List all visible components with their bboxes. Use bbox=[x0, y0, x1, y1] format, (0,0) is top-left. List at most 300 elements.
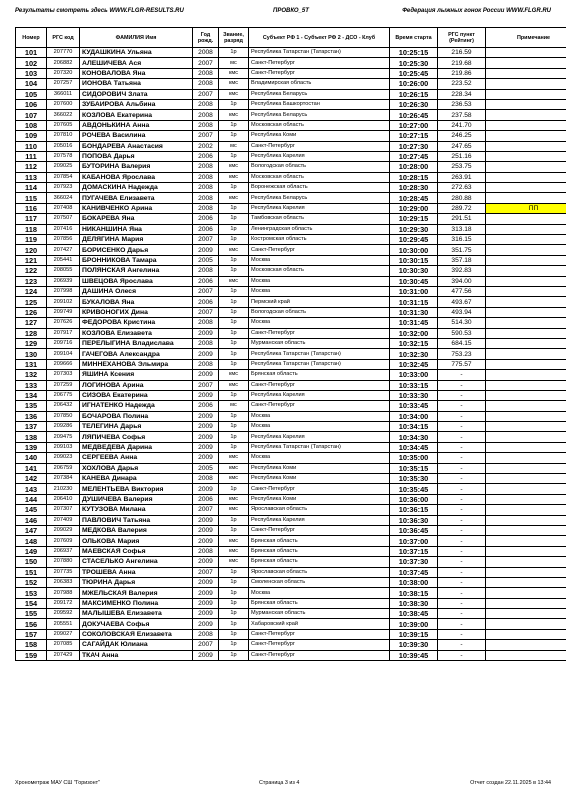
cell-name: БОРИСЕНКО Дарья bbox=[80, 245, 193, 255]
cell-year: 2009 bbox=[193, 453, 219, 463]
cell-year: 2007 bbox=[193, 380, 219, 390]
cell-rank: кмс bbox=[219, 380, 249, 390]
cell-name: КРИВОНОГИХ Дина bbox=[80, 307, 193, 317]
cell-year: 2007 bbox=[193, 505, 219, 515]
cell-note bbox=[486, 183, 566, 193]
cell-name: МАЕВСКАЯ Софья bbox=[80, 546, 193, 556]
cell-number: 115 bbox=[16, 193, 47, 203]
cell-code: 209592 bbox=[47, 609, 80, 619]
cell-rank: 1р bbox=[219, 48, 249, 58]
table-row bbox=[16, 442, 566, 452]
cell-name: СИЗОВА Екатерина bbox=[80, 390, 193, 400]
cell-name: ПОПОВА Дарья bbox=[80, 151, 193, 161]
table-row bbox=[16, 328, 566, 338]
cell-name: МАЛЫШЕВА Елизавета bbox=[80, 609, 193, 619]
cell-name: СИДОРОВИЧ Злата bbox=[80, 89, 193, 99]
cell-code: 366024 bbox=[47, 193, 80, 203]
cell-code: 207923 bbox=[47, 183, 80, 193]
cell-year: 2006 bbox=[193, 494, 219, 504]
cell-rank: 1р bbox=[219, 598, 249, 608]
cell-rating: - bbox=[438, 536, 486, 546]
cell-number: 149 bbox=[16, 546, 47, 556]
cell-number: 124 bbox=[16, 286, 47, 296]
cell-region: Республика Татарстан (Татарстан) bbox=[249, 442, 390, 452]
cell-note bbox=[486, 99, 566, 109]
cell-code: 207303 bbox=[47, 370, 80, 380]
cell-rating: - bbox=[438, 629, 486, 639]
cell-region: Московская область bbox=[249, 120, 390, 130]
page-indicator: Страница 3 из 4 bbox=[259, 780, 300, 786]
cell-note bbox=[486, 110, 566, 120]
cell-name: ИГНАТЕНКО Надежда bbox=[80, 401, 193, 411]
cell-number: 136 bbox=[16, 411, 47, 421]
protocol-code: ПРОВКО_5Т bbox=[273, 8, 309, 14]
cell-code: 207578 bbox=[47, 151, 80, 161]
cell-code: 207600 bbox=[47, 99, 80, 109]
cell-number: 118 bbox=[16, 224, 47, 234]
cell-number: 102 bbox=[16, 58, 47, 68]
cell-name: ДУШИЧЕВА Валерия bbox=[80, 494, 193, 504]
cell-region: Москва bbox=[249, 588, 390, 598]
cell-name: КАНИВЧЕНКО Арина bbox=[80, 203, 193, 213]
cell-rank: кмс bbox=[219, 172, 249, 182]
cell-number: 114 bbox=[16, 183, 47, 193]
cell-name: БОКАРЕВА Яна bbox=[80, 214, 193, 224]
cell-year: 2006 bbox=[193, 214, 219, 224]
cell-number: 158 bbox=[16, 640, 47, 650]
table-row bbox=[16, 453, 566, 463]
cell-code: 207626 bbox=[47, 318, 80, 328]
cell-year: 2007 bbox=[193, 286, 219, 296]
cell-rank: 1р bbox=[219, 442, 249, 452]
cell-name: НИКАНШИНА Яна bbox=[80, 224, 193, 234]
cell-number: 138 bbox=[16, 432, 47, 442]
table-row bbox=[16, 120, 566, 130]
table-row bbox=[16, 411, 566, 421]
cell-region: Москва bbox=[249, 422, 390, 432]
table-row bbox=[16, 505, 566, 515]
cell-number: 131 bbox=[16, 359, 47, 369]
cell-note bbox=[486, 536, 566, 546]
cell-code: 209172 bbox=[47, 598, 80, 608]
cell-rating: 291.51 bbox=[438, 214, 486, 224]
cell-number: 147 bbox=[16, 525, 47, 535]
cell-code: 209286 bbox=[47, 422, 80, 432]
cell-region: Брянская область bbox=[249, 370, 390, 380]
cell-region: Республика Карелия bbox=[249, 151, 390, 161]
col-header-year: Год рожд. bbox=[193, 28, 219, 48]
table-row bbox=[16, 588, 566, 598]
cell-region: Республика Коми bbox=[249, 131, 390, 141]
cell-code: 205551 bbox=[47, 619, 80, 629]
table-row bbox=[16, 359, 566, 369]
cell-code: 207307 bbox=[47, 505, 80, 515]
cell-note bbox=[486, 422, 566, 432]
cell-year: 2008 bbox=[193, 79, 219, 89]
cell-name: ДОКУЧАЕВА Софья bbox=[80, 619, 193, 629]
cell-number: 113 bbox=[16, 172, 47, 182]
col-header-rank: Звание, разряд bbox=[219, 28, 249, 48]
cell-note bbox=[486, 286, 566, 296]
cell-code: 206937 bbox=[47, 546, 80, 556]
cell-rank: 1р bbox=[219, 214, 249, 224]
cell-code: 206432 bbox=[47, 401, 80, 411]
table-row bbox=[16, 390, 566, 400]
cell-note bbox=[486, 79, 566, 89]
table-row bbox=[16, 577, 566, 587]
cell-code: 209102 bbox=[47, 297, 80, 307]
cell-year: 2009 bbox=[193, 588, 219, 598]
cell-start-time: 10:26:30 bbox=[390, 99, 438, 109]
cell-rank: 1р bbox=[219, 286, 249, 296]
cell-name: ДОМАСКИНА Надежда bbox=[80, 183, 193, 193]
cell-start-time: 10:34:45 bbox=[390, 442, 438, 452]
cell-rating: - bbox=[438, 432, 486, 442]
cell-rating: 316.15 bbox=[438, 235, 486, 245]
cell-rating: - bbox=[438, 453, 486, 463]
cell-region: Брянская область bbox=[249, 557, 390, 567]
cell-rank: кмс bbox=[219, 193, 249, 203]
table-row bbox=[16, 224, 566, 234]
cell-note bbox=[486, 151, 566, 161]
cell-year: 2002 bbox=[193, 141, 219, 151]
table-row bbox=[16, 141, 566, 151]
cell-rating: - bbox=[438, 494, 486, 504]
cell-start-time: 10:33:45 bbox=[390, 401, 438, 411]
cell-code: 206939 bbox=[47, 276, 80, 286]
cell-rating: - bbox=[438, 619, 486, 629]
cell-rank: 1р bbox=[219, 619, 249, 629]
cell-rating: - bbox=[438, 463, 486, 473]
table-row bbox=[16, 515, 566, 525]
cell-year: 2008 bbox=[193, 546, 219, 556]
cell-code: 366022 bbox=[47, 110, 80, 120]
cell-name: КОЗЛОВА Елизавета bbox=[80, 328, 193, 338]
cell-start-time: 10:35:15 bbox=[390, 463, 438, 473]
cell-region: Республика Башкортостан bbox=[249, 99, 390, 109]
cell-region: Республика Беларусь bbox=[249, 110, 390, 120]
cell-code: 207770 bbox=[47, 48, 80, 58]
cell-rating: 272.63 bbox=[438, 183, 486, 193]
cell-year: 2008 bbox=[193, 183, 219, 193]
cell-region: Ярославская область bbox=[249, 567, 390, 577]
cell-name: АВДОНЬКИНА Анна bbox=[80, 120, 193, 130]
cell-number: 145 bbox=[16, 505, 47, 515]
cell-start-time: 10:39:00 bbox=[390, 619, 438, 629]
cell-code: 207850 bbox=[47, 411, 80, 421]
cell-note bbox=[486, 515, 566, 525]
cell-start-time: 10:27:15 bbox=[390, 131, 438, 141]
table-row bbox=[16, 214, 566, 224]
cell-number: 123 bbox=[16, 276, 47, 286]
cell-start-time: 10:38:00 bbox=[390, 577, 438, 587]
cell-name: КУДАШКИНА Ульяна bbox=[80, 48, 193, 58]
cell-rank: 1р bbox=[219, 151, 249, 161]
cell-note bbox=[486, 235, 566, 245]
cell-code: 209025 bbox=[47, 162, 80, 172]
cell-rank: 1р bbox=[219, 349, 249, 359]
cell-region: Санкт-Петербург bbox=[249, 380, 390, 390]
table-row bbox=[16, 193, 566, 203]
cell-year: 2008 bbox=[193, 120, 219, 130]
table-row bbox=[16, 235, 566, 245]
table-row bbox=[16, 99, 566, 109]
cell-region: Республика Карелия bbox=[249, 203, 390, 213]
cell-name: КОНОВАЛОВА Яна bbox=[80, 68, 193, 78]
cell-start-time: 10:26:15 bbox=[390, 89, 438, 99]
cell-note bbox=[486, 141, 566, 151]
cell-start-time: 10:30:15 bbox=[390, 255, 438, 265]
cell-region: Санкт-Петербург bbox=[249, 629, 390, 639]
cell-year: 2007 bbox=[193, 131, 219, 141]
table-row bbox=[16, 79, 566, 89]
cell-code: 209475 bbox=[47, 432, 80, 442]
cell-rank: 1р bbox=[219, 609, 249, 619]
cell-year: 2008 bbox=[193, 162, 219, 172]
cell-name: БОЧАРОВА Полина bbox=[80, 411, 193, 421]
cell-rating: 247.65 bbox=[438, 141, 486, 151]
cell-year: 2005 bbox=[193, 463, 219, 473]
cell-name: КАБАНОВА Ярослава bbox=[80, 172, 193, 182]
cell-region: Костромская область bbox=[249, 235, 390, 245]
cell-region: Владимирская область bbox=[249, 79, 390, 89]
cell-note bbox=[486, 255, 566, 265]
cell-name: ПЕРЕЛЫГИНА Владислава bbox=[80, 338, 193, 348]
cell-rank: мс bbox=[219, 141, 249, 151]
table-row bbox=[16, 286, 566, 296]
cell-name: БУТОРИНА Валерия bbox=[80, 162, 193, 172]
cell-code: 207409 bbox=[47, 515, 80, 525]
cell-year: 2007 bbox=[193, 89, 219, 99]
cell-rating: 313.18 bbox=[438, 224, 486, 234]
cell-rank: 1р bbox=[219, 307, 249, 317]
cell-start-time: 10:30:00 bbox=[390, 245, 438, 255]
cell-number: 130 bbox=[16, 349, 47, 359]
cell-start-time: 10:37:30 bbox=[390, 557, 438, 567]
cell-rank: 1р bbox=[219, 640, 249, 650]
table-row bbox=[16, 474, 566, 484]
col-header-start-time: Время старта bbox=[390, 28, 438, 48]
cell-name: БРОННИКОВА Тамара bbox=[80, 255, 193, 265]
cell-note bbox=[486, 650, 566, 660]
cell-region: Санкт-Петербург bbox=[249, 141, 390, 151]
cell-year: 2008 bbox=[193, 318, 219, 328]
cell-region: Республика Беларусь bbox=[249, 193, 390, 203]
cell-note bbox=[486, 463, 566, 473]
cell-start-time: 10:26:00 bbox=[390, 79, 438, 89]
cell-note bbox=[486, 318, 566, 328]
cell-start-time: 10:27:30 bbox=[390, 141, 438, 151]
cell-year: 2009 bbox=[193, 650, 219, 660]
cell-region: Санкт-Петербург bbox=[249, 525, 390, 535]
cell-year: 2008 bbox=[193, 99, 219, 109]
cell-rank: 1р bbox=[219, 297, 249, 307]
cell-region: Республика Татарстан (Татарстан) bbox=[249, 349, 390, 359]
cell-number: 139 bbox=[16, 442, 47, 452]
cell-note bbox=[486, 266, 566, 276]
cell-start-time: 10:33:00 bbox=[390, 370, 438, 380]
cell-year: 2008 bbox=[193, 172, 219, 182]
cell-code: 208055 bbox=[47, 266, 80, 276]
cell-rank: кмс bbox=[219, 546, 249, 556]
cell-note bbox=[486, 390, 566, 400]
cell-name: СОКОЛОВСКАЯ Елизавета bbox=[80, 629, 193, 639]
table-row bbox=[16, 484, 566, 494]
cell-number: 120 bbox=[16, 245, 47, 255]
table-row bbox=[16, 245, 566, 255]
cell-region: Республика Карелия bbox=[249, 515, 390, 525]
table-row bbox=[16, 89, 566, 99]
cell-rank: кмс bbox=[219, 474, 249, 484]
table-row bbox=[16, 151, 566, 161]
cell-start-time: 10:25:30 bbox=[390, 58, 438, 68]
cell-rank: 1р bbox=[219, 650, 249, 660]
cell-number: 110 bbox=[16, 141, 47, 151]
cell-name: ЛЯПИЧЕВА Софья bbox=[80, 432, 193, 442]
cell-rank: мс bbox=[219, 401, 249, 411]
cell-rating: - bbox=[438, 401, 486, 411]
cell-start-time: 10:31:00 bbox=[390, 286, 438, 296]
cell-number: 111 bbox=[16, 151, 47, 161]
table-header-row bbox=[16, 28, 566, 48]
table-row bbox=[16, 422, 566, 432]
cell-rating: - bbox=[438, 370, 486, 380]
cell-number: 121 bbox=[16, 255, 47, 265]
cell-name: МЖЕЛЬСКАЯ Валерия bbox=[80, 588, 193, 598]
cell-year: 2006 bbox=[193, 401, 219, 411]
cell-rating: 237.58 bbox=[438, 110, 486, 120]
cell-year: 2009 bbox=[193, 515, 219, 525]
cell-start-time: 10:26:45 bbox=[390, 110, 438, 120]
table-row bbox=[16, 567, 566, 577]
cell-region: Хабаровский край bbox=[249, 619, 390, 629]
cell-note bbox=[486, 505, 566, 515]
cell-region: Республика Татарстан (Татарстан) bbox=[249, 359, 390, 369]
table-row bbox=[16, 463, 566, 473]
cell-code: 209104 bbox=[47, 349, 80, 359]
cell-rating: - bbox=[438, 567, 486, 577]
cell-region: Вологодская область bbox=[249, 307, 390, 317]
cell-rank: 1р bbox=[219, 432, 249, 442]
cell-start-time: 10:37:00 bbox=[390, 536, 438, 546]
cell-name: ХОХЛОВА Дарья bbox=[80, 463, 193, 473]
cell-rating: - bbox=[438, 640, 486, 650]
cell-rating: 394.00 bbox=[438, 276, 486, 286]
cell-number: 134 bbox=[16, 390, 47, 400]
cell-name: ПОЛЯНСКАЯ Ангелина bbox=[80, 266, 193, 276]
cell-note bbox=[486, 432, 566, 442]
cell-start-time: 10:33:30 bbox=[390, 390, 438, 400]
cell-number: 141 bbox=[16, 463, 47, 473]
cell-region: Республика Карелия bbox=[249, 390, 390, 400]
table-row bbox=[16, 536, 566, 546]
cell-code: 206759 bbox=[47, 463, 80, 473]
cell-rank: 1р bbox=[219, 484, 249, 494]
cell-note bbox=[486, 89, 566, 99]
cell-region: Смоленская область bbox=[249, 577, 390, 587]
cell-number: 122 bbox=[16, 266, 47, 276]
cell-year: 2009 bbox=[193, 411, 219, 421]
cell-rating: 253.75 bbox=[438, 162, 486, 172]
cell-region: Санкт-Петербург bbox=[249, 68, 390, 78]
cell-start-time: 10:29:30 bbox=[390, 224, 438, 234]
cell-note bbox=[486, 619, 566, 629]
cell-start-time: 10:35:45 bbox=[390, 484, 438, 494]
cell-rating: - bbox=[438, 442, 486, 452]
cell-rating: - bbox=[438, 650, 486, 660]
cell-number: 128 bbox=[16, 328, 47, 338]
cell-name: ПУГАЧЕВА Елизавета bbox=[80, 193, 193, 203]
cell-start-time: 10:31:15 bbox=[390, 297, 438, 307]
table-row bbox=[16, 255, 566, 265]
cell-rank: 1р bbox=[219, 588, 249, 598]
cell-region: Московская область bbox=[249, 266, 390, 276]
cell-rating: 216.59 bbox=[438, 48, 486, 58]
cell-year: 2005 bbox=[193, 255, 219, 265]
cell-start-time: 10:36:45 bbox=[390, 525, 438, 535]
cell-note bbox=[486, 484, 566, 494]
col-header-region: Субъект РФ 1 - Субъект РФ 2 - ДСО - Клуб bbox=[249, 28, 390, 48]
table-row bbox=[16, 557, 566, 567]
cell-rank: 1р bbox=[219, 577, 249, 587]
cell-year: 2006 bbox=[193, 224, 219, 234]
cell-year: 2009 bbox=[193, 619, 219, 629]
cell-name: СЕРГЕЕВА Анна bbox=[80, 453, 193, 463]
table-row bbox=[16, 650, 566, 660]
cell-region: Мурманская область bbox=[249, 609, 390, 619]
cell-name: АЛЕШИЧЕВА Ася bbox=[80, 58, 193, 68]
cell-start-time: 10:39:45 bbox=[390, 650, 438, 660]
cell-region: Брянская область bbox=[249, 536, 390, 546]
cell-start-time: 10:28:15 bbox=[390, 172, 438, 182]
cell-code: 209023 bbox=[47, 453, 80, 463]
cell-rank: 1р bbox=[219, 411, 249, 421]
table-row bbox=[16, 629, 566, 639]
cell-code: 207416 bbox=[47, 224, 80, 234]
cell-year: 2008 bbox=[193, 338, 219, 348]
cell-region: Санкт-Петербург bbox=[249, 245, 390, 255]
cell-rank: 1р bbox=[219, 338, 249, 348]
cell-code: 209027 bbox=[47, 629, 80, 639]
start-list-table bbox=[15, 27, 566, 661]
cell-code: 210230 bbox=[47, 484, 80, 494]
cell-name: ТРОШЕВА Анна bbox=[80, 567, 193, 577]
table-row bbox=[16, 68, 566, 78]
cell-start-time: 10:33:15 bbox=[390, 380, 438, 390]
cell-year: 2009 bbox=[193, 609, 219, 619]
cell-name: ФЕДОРОВА Кристина bbox=[80, 318, 193, 328]
cell-start-time: 10:36:15 bbox=[390, 505, 438, 515]
cell-note bbox=[486, 224, 566, 234]
cell-region: Санкт-Петербург bbox=[249, 58, 390, 68]
table-row bbox=[16, 162, 566, 172]
cell-year: 2009 bbox=[193, 328, 219, 338]
cell-region: Москва bbox=[249, 411, 390, 421]
cell-region: Санкт-Петербург bbox=[249, 401, 390, 411]
cell-name: МИННЕХАНОВА Эльмира bbox=[80, 359, 193, 369]
cell-note bbox=[486, 349, 566, 359]
results-link-text: Результаты смотреть здесь WWW.FLGR-RESULTS.RU bbox=[15, 8, 184, 14]
cell-note bbox=[486, 370, 566, 380]
cell-number: 159 bbox=[16, 650, 47, 660]
cell-year: 2009 bbox=[193, 577, 219, 587]
cell-start-time: 10:38:45 bbox=[390, 609, 438, 619]
cell-code: 207854 bbox=[47, 172, 80, 182]
cell-year: 2009 bbox=[193, 557, 219, 567]
cell-rating: - bbox=[438, 484, 486, 494]
cell-number: 127 bbox=[16, 318, 47, 328]
cell-note bbox=[486, 411, 566, 421]
